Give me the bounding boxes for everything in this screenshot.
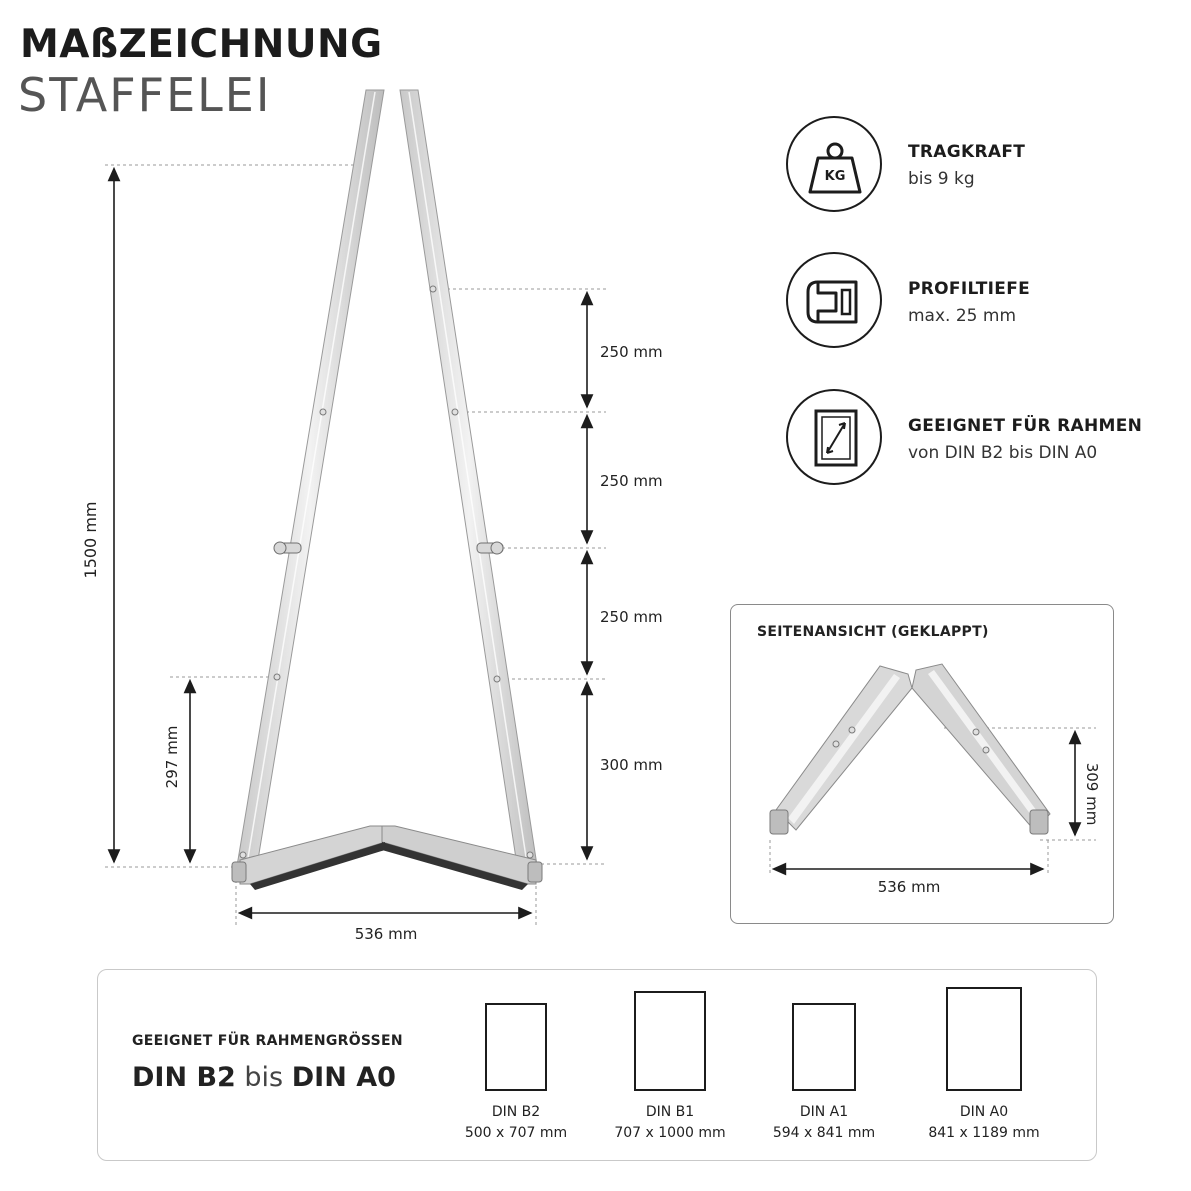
segment-3-dimension-label: 250 mm — [600, 608, 663, 626]
frame-sizes-range — [132, 1062, 396, 1093]
feature-load-title: TRAGKRAFT — [908, 142, 1026, 162]
profile-icon — [786, 252, 882, 348]
page-subtitle: STAFFELEI — [18, 68, 272, 122]
page-title: MAßZEICHNUNG — [20, 22, 383, 67]
weight-kg-icon — [786, 116, 882, 212]
side-view-folded-easel — [770, 664, 1050, 834]
feature-frame-value: von DIN B2 bis DIN A0 — [908, 443, 1098, 463]
feature-frame-title: GEEIGNET FÜR RAHMEN — [908, 416, 1143, 436]
frame-din-a0-shape — [946, 987, 1022, 1091]
range-separator: bis — [244, 1062, 284, 1093]
frame-din-b2-shape — [485, 1003, 547, 1091]
side-view-drawing — [730, 604, 1114, 924]
side-view-height-label: 309 mm — [1083, 762, 1101, 826]
frame-din-b1-name: DIN B1 — [645, 1104, 695, 1120]
feature-load-value: bis 9 kg — [908, 169, 975, 189]
svg-text:KG: KG — [824, 169, 846, 184]
segment-1-dimension-label: 250 mm — [600, 343, 663, 361]
dimension-reference-lines — [105, 165, 606, 926]
easel-frame — [232, 90, 542, 890]
frame-din-a1-shape — [792, 1003, 856, 1091]
range-from: DIN B2 — [132, 1062, 236, 1093]
side-view-width-label: 536 mm — [877, 878, 941, 896]
side-view-title: SEITENANSICHT (GEKLAPPT) — [757, 624, 989, 640]
segment-4-dimension-label: 300 mm — [600, 756, 663, 774]
frame-din-b2-size: 500 x 707 mm — [464, 1125, 568, 1141]
frame-din-a1-name: DIN A1 — [799, 1104, 849, 1120]
feature-profile-title: PROFILTIEFE — [908, 279, 1031, 299]
frame-din-b1-size: 707 x 1000 mm — [614, 1125, 726, 1141]
bottom-section-dimension-label: 297 mm — [163, 725, 181, 789]
frame-din-b1-shape — [634, 991, 706, 1091]
height-dimension-label: 1500 mm — [81, 501, 100, 579]
range-to: DIN A0 — [291, 1062, 396, 1093]
frame-din-a0-name: DIN A0 — [959, 1104, 1009, 1120]
frame-resize-icon — [786, 389, 882, 485]
segment-2-dimension-label: 250 mm — [600, 472, 663, 490]
feature-profile-value: max. 25 mm — [908, 306, 1017, 326]
frame-din-a1-size: 594 x 841 mm — [772, 1125, 876, 1141]
frame-din-b2-name: DIN B2 — [491, 1104, 541, 1120]
frame-sizes-label: GEEIGNET FÜR RAHMENGRÖSSEN — [132, 1033, 403, 1049]
frame-din-a0-size: 841 x 1189 mm — [928, 1125, 1040, 1141]
width-dimension-label: 536 mm — [354, 925, 418, 943]
